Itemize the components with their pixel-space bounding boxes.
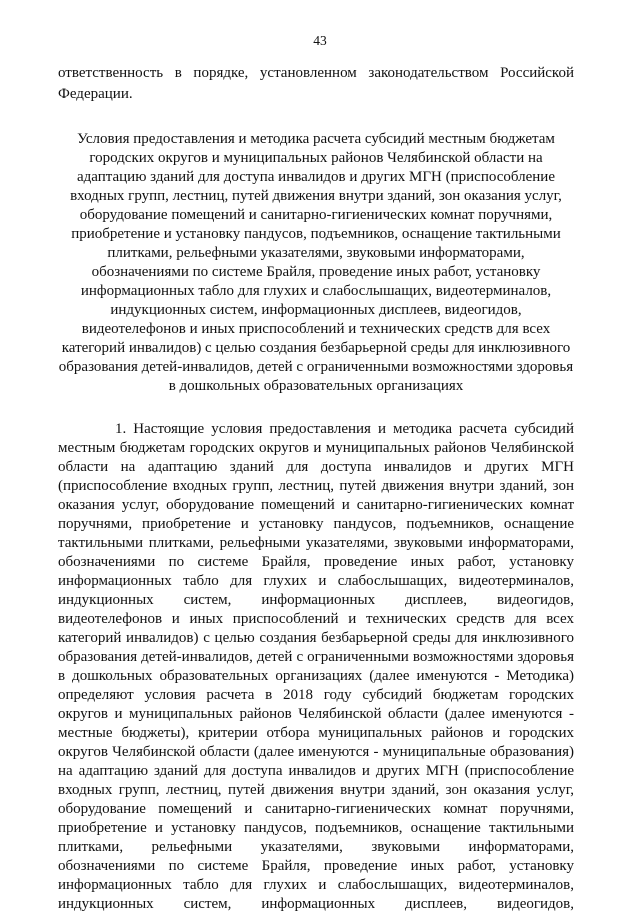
heading-line: образования детей-инвалидов, детей с ограниченными возможностями здоровья — [58, 359, 574, 375]
heading-line: в дошкольных образовательных организациях — [168, 378, 464, 394]
heading-line: Условия предоставления и методика расчета субсидий местным бюджетам — [77, 131, 555, 147]
paragraph-line: образования детей-инвалидов, детей с ограниченными возможностями здоровья — [58, 649, 574, 665]
paragraph-line: поручнями, приобретение и установку пандусов, подъемников, оснащение — [58, 516, 574, 532]
heading-line: городских округов и муниципальных районов Челябинской области на — [89, 150, 543, 166]
paragraph-line: области на адаптацию зданий для доступа инвалидов и других МГН — [58, 459, 574, 475]
paragraph-line: (приспособление входных групп, лестниц, путей движения внутри зданий, зон — [58, 478, 574, 494]
heading-line: плитками, рельефными указателями, звуковыми информаторами, — [107, 245, 525, 261]
heading-line: входных групп, лестниц, путей движения внутри зданий, зон оказания услуг, — [70, 188, 562, 204]
paragraph-line: оказания услуг, оборудование помещений и санитарно-гигиенических комнат — [58, 497, 574, 513]
paragraph-line: информационных табло для глухих и слабослышащих, видеотерминалов, — [58, 877, 574, 893]
paragraph-line: плитками, рельефными указателями, звуковыми информаторами, — [58, 839, 574, 855]
heading-line: информационных табло для глухих и слабослышащих, видеотерминалов, — [80, 283, 552, 299]
paragraph-line: тактильными плитками, рельефными указателями, звуковыми информаторами, — [58, 535, 574, 551]
intro-line: Федерации. — [58, 86, 133, 102]
heading-line: оборудование помещений и санитарно-гигиенических комнат поручнями, — [79, 207, 553, 223]
paragraph-line: видеотелефонов и иных приспособлений и технических средств для всех — [58, 611, 574, 627]
heading-line: индукционных систем, информационных дисплеев, видеогидов, — [110, 302, 522, 318]
paragraph-line: приобретение и установку пандусов, подъемников, оснащение тактильными — [58, 820, 574, 836]
heading-line: видеотелефонов и иных приспособлений и технических средств для всех — [81, 321, 551, 337]
paragraph-line: индукционных систем, информационных дисплеев, видеогидов, — [58, 592, 574, 608]
paragraph-line: местные бюджеты), критерии отбора муниципальных районов и городских — [58, 725, 574, 741]
heading-line: категорий инвалидов) с целью создания безбарьерной среды для инклюзивного — [61, 340, 571, 356]
paragraph-line: категорий инвалидов) с целью создания безбарьерной среды для инклюзивного — [58, 630, 574, 646]
paragraph-line: 1. Настоящие условия предоставления и методика расчета субсидий — [115, 421, 574, 437]
heading-line: приобретение и установку пандусов, подъемников, оснащение тактильными — [71, 226, 561, 242]
paragraph-line: округов Челябинской области (далее именуются - муниципальные образования) — [58, 744, 574, 760]
paragraph-line: обозначениями по системе Брайля, проведение иных работ, установку — [58, 554, 574, 570]
paragraph-line: оборудование помещений и санитарно-гигиенических комнат поручнями, — [58, 801, 574, 817]
paragraph-line: индукционных систем, информационных дисплеев, видеогидов, — [58, 896, 574, 912]
heading-line: адаптацию зданий для доступа инвалидов и других МГН (приспособление — [76, 169, 555, 185]
heading-line: обозначениями по системе Брайля, проведение иных работ, установку — [91, 264, 541, 280]
paragraph-line: информационных табло для глухих и слабослышащих, видеотерминалов, — [58, 573, 574, 589]
paragraph-line: на адаптацию зданий для доступа инвалидов и других МГН (приспособление — [58, 763, 574, 779]
paragraph-line: определяют условия расчета в 2018 году субсидий бюджетам городских — [58, 687, 574, 703]
paragraph-line: обозначениями по системе Брайля, проведение иных работ, установку — [58, 858, 574, 874]
paragraph-line: местным бюджетам городских округов и муниципальных районов Челябинской — [58, 440, 574, 456]
intro-line: ответственность в порядке, установленном законодательством Российской — [58, 65, 574, 81]
page-number: 43 — [313, 33, 327, 48]
paragraph-line: округов и муниципальных районов Челябинской области (далее именуются - — [58, 706, 574, 722]
paragraph-line: в дошкольных образовательных организациях (далее именуются - Методика) — [58, 668, 574, 684]
paragraph-line: входных групп, лестниц, путей движения внутри зданий, зон оказания услуг, — [58, 782, 574, 798]
